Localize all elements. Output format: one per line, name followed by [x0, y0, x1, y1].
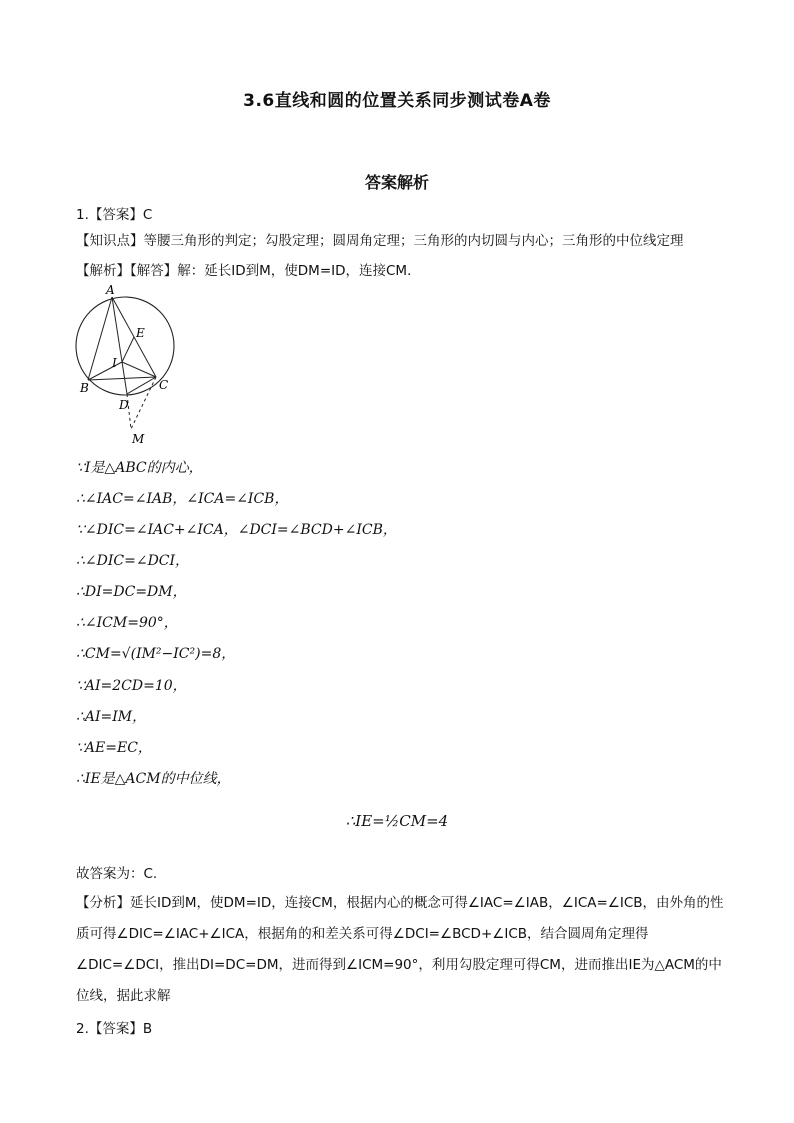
label-I: I [112, 356, 117, 370]
segment-IC [122, 362, 156, 377]
answer-section-title: 答案解析 [364, 173, 429, 192]
q1-step-9: ∴AI=IM， [76, 709, 147, 725]
label-D: D [119, 398, 129, 412]
q1-analysis: 【分析】延长ID到M，使DM=ID，连接CM，根据内心的概念可得∠IAC=∠IAB，∠ICA=∠ICB，由外角的性质可得∠DIC=∠IAC+∠ICA，根据角的和差关系可得∠DCI=∠BCD+∠ICB，结合圆周角定理得∠DIC=∠DCI，推出DI=DC=DM，进而得到∠ICM=90°，利用勾股定理可得CM，进而推出IE为△ACM的中位线，据此求解 [76, 895, 724, 1004]
q1-step-3: ∵∠DIC=∠IAC+∠ICA，∠DCI=∠BCD+∠ICB， [76, 522, 397, 538]
q2-answer: 2.【答案】B [76, 1021, 153, 1037]
q1-answer: 1.【答案】C [76, 207, 153, 223]
geometry-figure [70, 282, 182, 448]
q1-step-4: ∴∠DIC=∠DCI， [76, 553, 190, 569]
q1-conclusion: 故答案为：C. [76, 866, 158, 882]
label-C: C [159, 378, 169, 392]
q1-step-2: ∴∠IAC=∠IAB，∠ICA=∠ICB， [76, 491, 289, 507]
q1-solution-intro: 【解析】【解答】解：延长ID到M，使DM=ID，连接CM． [76, 263, 421, 279]
label-A: A [106, 283, 115, 297]
segment-BC [88, 377, 156, 380]
q1-step-1: ∵I是△ABC的内心， [76, 460, 203, 476]
document-title: 3.6直线和圆的位置关系同步测试卷A卷 [243, 91, 551, 111]
label-E: E [136, 326, 145, 340]
label-B: B [80, 381, 89, 395]
q1-knowledge-points: 【知识点】等腰三角形的判定；勾股定理；圆周角定理；三角形的内切圆与内心；三角形的中位线定理 [76, 233, 684, 249]
segment-DC [127, 377, 156, 394]
q1-step-12-formula: ∴IE=½CM=4 [345, 812, 449, 830]
q1-step-11: ∴IE是△ACM的中位线， [76, 771, 231, 787]
label-M: M [132, 432, 145, 446]
q1-step-6: ∴∠ICM=90°， [76, 615, 178, 631]
q1-step-8: ∵AI=2CD=10， [76, 678, 187, 694]
q1-step-7: ∴CM=√(IM²−IC²)=8， [76, 646, 236, 662]
q1-step-5: ∴DI=DC=DM， [76, 584, 187, 600]
segment-IE [122, 337, 134, 362]
q1-step-10: ∵AE=EC， [76, 740, 152, 756]
segment-BI [88, 362, 122, 380]
